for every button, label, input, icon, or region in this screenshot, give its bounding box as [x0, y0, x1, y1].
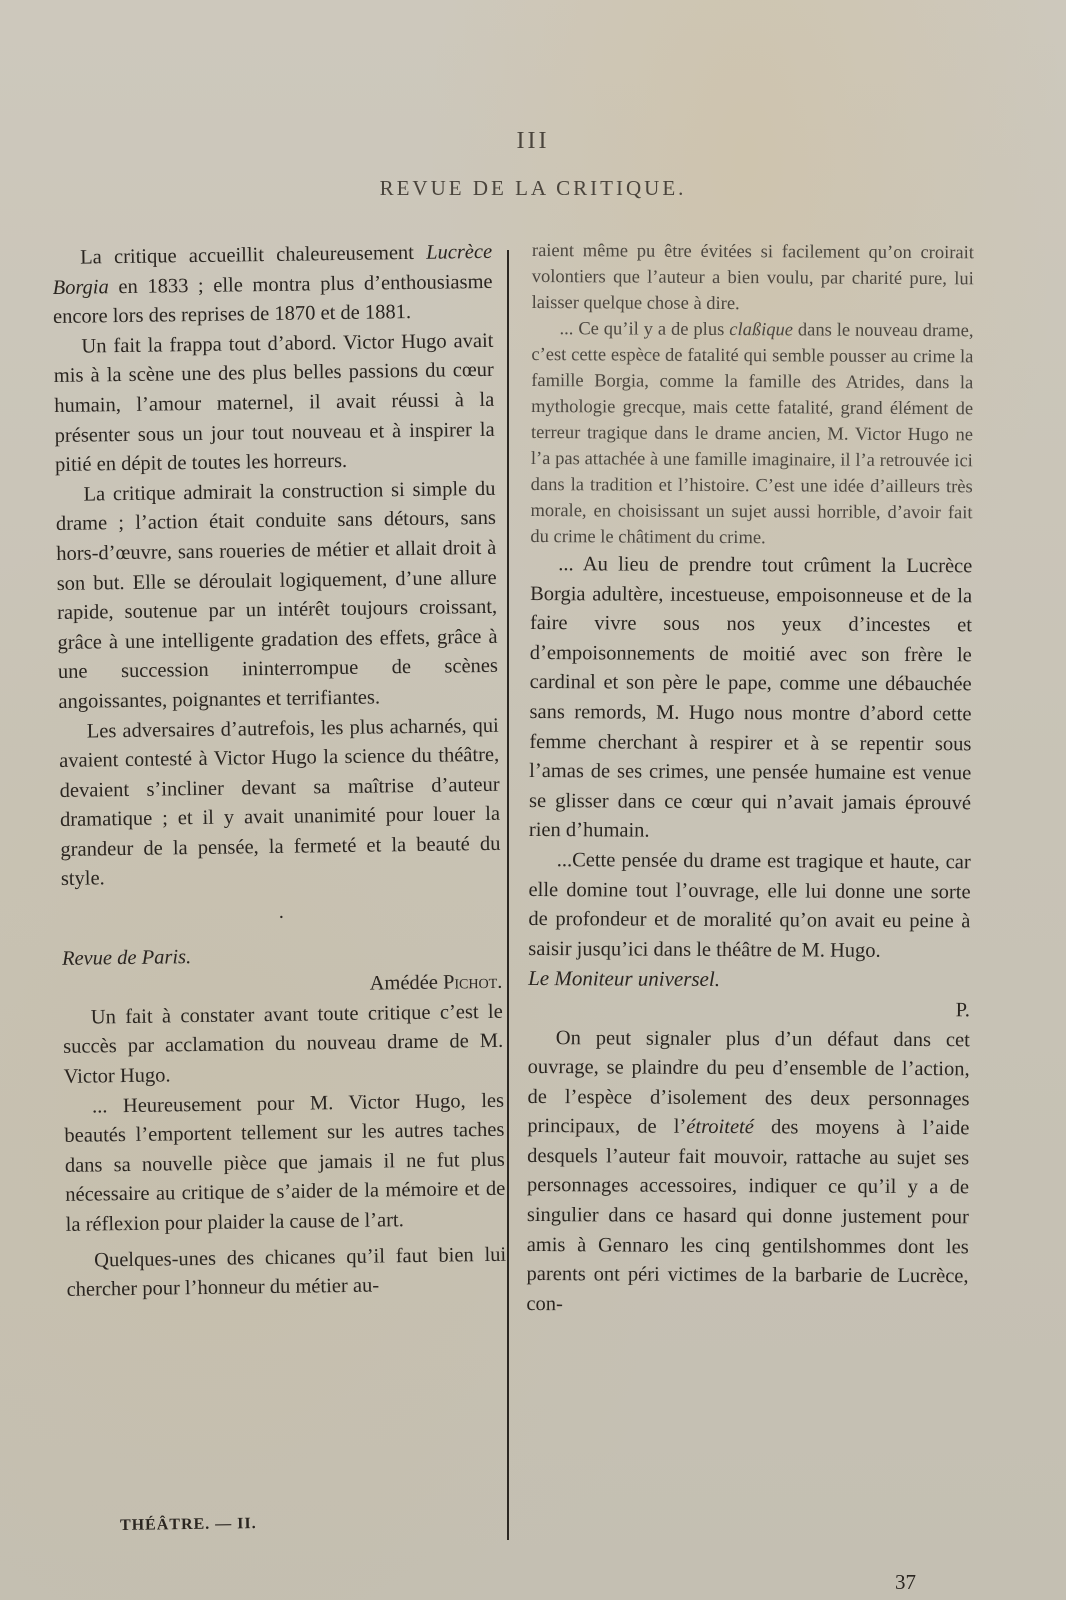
text: des moyens à l’aide desquels l’auteur fait mouvoir, rattache au sujet ses personnages accessoires, indiquer ce qu’il y a de singulier dans ce hasard qui donne justement pour amis à Gennaro les cinq gentilshommes dont les parents ont péri victimes de la barbarie de Lucrèce, con- — [526, 1116, 970, 1316]
text: La critique accueillit chaleureusement — [80, 241, 427, 269]
paragraph: Un fait à constater avant toute critique c’est le succès par acclamation du nouveau drame de M. Victor Hugo. — [63, 1000, 504, 1088]
paragraph: Les adversaires d’autrefois, les plus acharnés, qui avaient contesté à Victor Hugo la science du théâtre, devaient s’incliner devant sa maîtrise d’auteur dramatique ; et il y avait unanimité pour louer la grandeur de la pensée, la fermeté et la beauté du style. — [59, 714, 501, 891]
text: ... Ce qu’il y a de plus — [559, 319, 730, 341]
page-number: 37 — [895, 1570, 916, 1594]
paragraph: ...Cette pensée du drame est tragique et haute, car elle domine tout l’ouvrage, elle lui donne une sorte de profondeur et de moralité qu’on avait eu peine à saisir jusqu’ici dans le théâtre de M. Hugo. — [528, 849, 971, 962]
author-last-name: Pichot. — [442, 971, 503, 994]
left-column — [52, 238, 507, 1306]
paragraph — [530, 316, 973, 552]
author-first-name: Amédée — [369, 971, 444, 995]
paragraph: Quelques-unes des chicanes qu’il faut bien lui chercher pour l’honneur du métier au- — [66, 1243, 507, 1302]
text: On peut signaler plus d’un défaut dans cet ouvrage, se plaindre du peu d’ensemble de l’action, de l’espèce d’isolement des deux personnages principaux, de l’ — [527, 1026, 970, 1139]
paragraph: ... Heureusement pour M. Victor Hugo, les beautés l’emportent tellement sur les autres taches dans sa nouvelle pièce que jamais il ne fut plus nécessaire au critique de s’aider de la mémoire et de la réflexion pour plaider la cause de l’art. — [64, 1089, 506, 1236]
paragraph: Un fait la frappa tout d’abord. Victor Hugo avait mis à la scène une des plus belles passions du cœur humain, l’amour maternel, il avait réussi à la présenter sous un jour tout nouveau et à inspirer la pitié en dépit de toutes les horreurs. — [53, 329, 495, 477]
continued-text — [530, 238, 974, 552]
paragraph: raient même pu être évitées si facilement qu’on croirait volontiers que l’auteur a bien voulu, par charité pure, lui laisser quelque chose à dire. — [531, 240, 974, 315]
italic-word: étroiteté — [686, 1116, 754, 1139]
source-title: Le Moniteur universel. — [528, 966, 721, 992]
chapter-number: III — [516, 128, 550, 154]
text: dans le nouveau drame, c’est cette espèce de fatalité qui semble pousser au crime la famille Borgia, comme la famille des Atrides, dans la mythologie grecque, mais cette fatalité, grand élément de terreur tragique dans le drame ancien, M. Victor Hugo ne l’a pas attachée à une famille imaginaire, il l’a retrouvée ici dans la tradition et l’histoire. C’est une idée d’ailleurs très morale, en choisissant un sujet aussi horrible, d’avoir fait du crime le châtiment du crime. — [530, 320, 974, 549]
play-title: Lucrèce Borgia — [52, 240, 493, 299]
italic-word: claßique — [729, 320, 794, 341]
signature-mark: THÉÂTRE. — II. — [119, 1515, 257, 1534]
source-title: Revue de Paris. — [61, 945, 192, 970]
paragraph — [52, 238, 493, 333]
separator-dot: . — [278, 900, 285, 923]
chapter-title: REVUE DE LA CRITIQUE. — [379, 176, 687, 200]
source-author: P. — [955, 999, 971, 1022]
column-divider — [507, 250, 509, 1540]
paragraph — [526, 1023, 970, 1321]
text: en 1833 ; elle montra plus d’enthousiasme encore lors des reprises de 1870 et de 1881. — [52, 270, 493, 329]
paragraph: ... Au lieu de prendre tout crûment la Lucrèce Borgia adultère, incestueuse, empoisonneuse et de la faire vivre sous nos yeux d’incestes et d’empoisonnements de moitié avec son frère le cardinal et son père le pape, comme une débauchée sans remords, M. Hugo nous montre d’abord cette femme cherchant à respirer et à se repentir sous l’amas de ses crimes, une pensée humaine est venue se glisser dans ce cœur qui n’avait jamais éprouvé rien d’humain. — [528, 553, 973, 842]
right-column — [526, 238, 974, 1322]
paragraph: La critique admirait la construction si simple du drame ; l’action était conduite sans détours, sans hors-d’œuvre, sans roueries de métier et allait droit à son but. Elle se déroulait logiquement, d’une allure rapide, soutenue par un intérêt toujours croissant, grâce à une intelligente gradation des effets, grâce à une succession ininterrompue de scènes angoissantes, poignantes et terrifiantes. — [55, 477, 499, 713]
